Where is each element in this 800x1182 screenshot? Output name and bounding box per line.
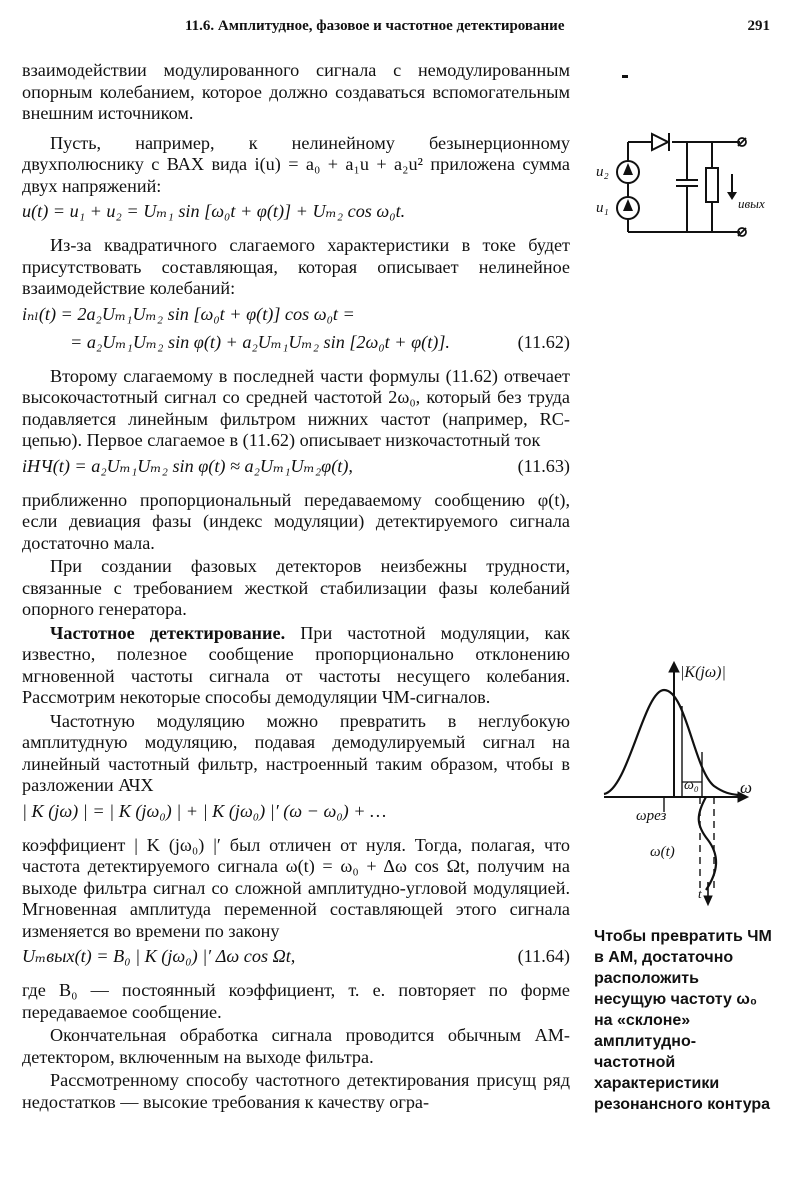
sidenote [594, 926, 774, 1115]
source-u1-icon [617, 197, 639, 219]
paragraph: где B₀ — постоянный коэффициент, т. е. повторяет по форме передаваемое сообщение. [22, 980, 570, 1022]
output-arrow-icon [727, 174, 737, 200]
time-arrow-icon [704, 896, 712, 905]
paragraph: Второму слагаемому в последней части формулы (11.62) отвечает высокочастотный сигнал со средней частотой 2ω₀, который без труда подавляется линейным фильтром нижних частот (например, RC-цепью). Первое слагаемое в (11.62) описывает низкочастотный ток [22, 365, 570, 450]
equation [22, 332, 570, 354]
paragraph: Окончательная обработка сигнала проводится обычным АМ-детектором, включенным на выходе фильтра. [22, 1025, 570, 1067]
paragraph: При создании фазовых детекторов неизбежны трудности, связанные с требованием жесткой стабилизации фазы колебаний опорного генератора. [22, 556, 570, 619]
equation-text: iНЧ(t) = a₂Uₘ₁Uₘ₂ sin φ(t) ≈ a₂Uₘ₁Uₘ₂φ(t), [22, 455, 353, 476]
equation [22, 456, 570, 478]
sidenote-text: Чтобы превратить ЧМ в АМ, достаточно расположить несущую частоту ω₀ на «склоне» амплитудно-частотной характеристики резонансного контура [594, 928, 772, 1113]
label-omega-res: ωрез [636, 808, 667, 824]
label-u2: u₂ [596, 164, 609, 180]
equation [22, 801, 570, 823]
label-output: uвых [738, 196, 765, 211]
stray-mark [622, 75, 628, 78]
equation [22, 304, 570, 326]
label-omega: ω [740, 778, 753, 797]
paragraph: Частотную модуляцию можно превратить в неглубокую амплитудную модуляцию, подавая демодулируемый сигнал на линейный частотный фильтр, настроенный таким образом, чтобы в разложении АЧХ [22, 710, 570, 795]
circuit-diagram [590, 120, 790, 250]
paragraph: коэффициент | K (jω₀) |′ был отличен от нуля. Тогда, полагая, что частота детектируемого сигнала ω(t) = ω₀ + Δω cos Ωt, получим на выходе фильтра сигнал со сложной амплитудно-угловой модуляцией. Мгновенная амплитуда переменной составляющей этого сигнала изменяется во времени по закону [22, 834, 570, 941]
paragraph: Рассмотренному способу частотного детектирования присущ ряд недостатков — высокие требования к качеству огра- [22, 1070, 570, 1112]
source-u2-icon [617, 161, 639, 183]
paragraph: Из-за квадратичного слагаемого характеристики в токе будет присутствовать составляющая, которая описывает нелинейное взаимодействие колебаний: [22, 235, 570, 298]
run-in-heading: Частотное детектирование. [50, 622, 286, 643]
page-header [185, 18, 770, 42]
label-k-magnitude: |K(jω)| [680, 664, 726, 681]
equation-text: Uₘвых(t) = B₀ | K (jω₀) |′ Δω cos Ωt, [22, 946, 296, 966]
resonance-figure [590, 660, 800, 910]
label-t: t [698, 886, 702, 901]
equation-number: (11.62) [517, 331, 570, 352]
equation [22, 946, 570, 968]
diode-icon [652, 133, 669, 151]
paragraph: Пусть, например, к нелинейному безынерционному двухполюснику с ВАХ вида i(u) = a₀ + a₁u + a₂u² приложена сумма двух напряжений: [22, 132, 570, 196]
equation-text: iₙₗ(t) = 2a₂Uₘ₁Uₘ₂ sin [ω₀t + φ(t)] cos ω₀t = [22, 303, 355, 324]
label-omega0: ω₀ [684, 778, 699, 793]
equation-text: = a₂Uₘ₁Uₘ₂ sin φ(t) + a₂Uₘ₁Uₘ₂ sin [2ω₀t + φ(t)]. [70, 331, 450, 352]
label-u1: u₁ [596, 200, 609, 216]
paragraph [22, 623, 570, 709]
axis-arrow-icon [669, 662, 679, 672]
label-omega-t: ω(t) [650, 844, 675, 860]
equation [22, 201, 570, 223]
paragraph-text: При частотной модуляции, как известно, полезное сообщение пропорционально отклонению мгновенной частоты сигнала от частоты несущего колебания. Рассмотрим некоторые способы демодуляции ЧМ-сигналов. [22, 622, 571, 707]
main-text-column [22, 60, 570, 1115]
paragraph: взаимодействии модулированного сигнала с немодулированным опорным колебанием, которое должно создаваться вспомогательным внешним источником. [22, 60, 570, 123]
equation-text: u(t) = u₁ + u₂ = Uₘ₁ sin [ω₀t + φ(t)] + Uₘ₂ cos ω₀t. [22, 201, 406, 221]
equation-number: (11.63) [517, 455, 570, 476]
running-title: 11.6. Амплитудное, фазовое и частотное детектирование [185, 18, 565, 34]
equation-number: (11.64) [517, 946, 570, 966]
circuit-figure [590, 120, 790, 250]
equation-text: | K (jω) | = | K (jω₀) | + | K (jω₀) |′ (ω − ω₀) + … [22, 800, 387, 821]
page-number: 291 [747, 18, 770, 34]
terminal-icon [738, 138, 746, 236]
paragraph: приближенно пропорциональный передаваемому сообщению φ(t), если девиация фазы (индекс модуляции) детектируемого сигнала достаточно мала. [22, 489, 570, 553]
